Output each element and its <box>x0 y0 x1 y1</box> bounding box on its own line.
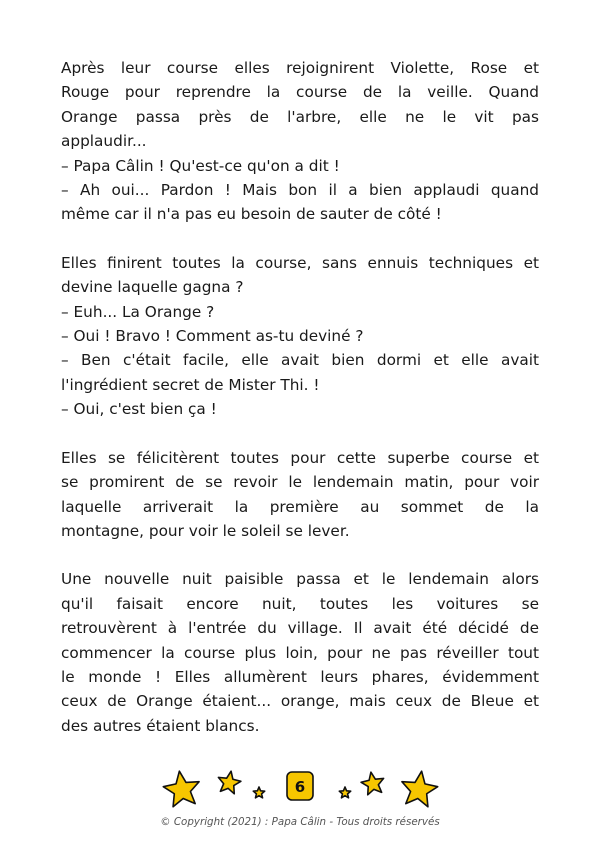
text-line: – Euh... La Orange ? <box>61 302 215 321</box>
text-line: qu'il faisait encore nuit, toutes les voitures se <box>61 594 539 613</box>
star-icon <box>339 787 350 798</box>
story-text <box>61 56 539 762</box>
paragraph <box>61 251 539 422</box>
star-icon <box>163 771 199 807</box>
text-line: – Oui ! Bravo ! Comment as-tu deviné ? <box>61 327 364 346</box>
star-icon <box>218 771 240 794</box>
text-line: Une nouvelle nuit paisible passa et le lendemain alors <box>61 570 539 589</box>
text-line: – Oui, c'est bien ça ! <box>61 400 217 419</box>
text-line: montagne, pour voir le soleil se lever. <box>61 521 350 540</box>
text-line: devine laquelle gagna ? <box>61 278 244 297</box>
text-line: des autres étaient blancs. <box>61 716 260 735</box>
text-line: applaudir... <box>61 132 147 151</box>
paragraph <box>61 567 539 738</box>
page-number: 6 <box>294 778 306 796</box>
text-line: le monde ! Elles allumèrent leurs phares, évidemment <box>61 667 539 686</box>
text-line: même car il n'a pas eu besoin de sauter de côté ! <box>61 205 442 224</box>
text-line: retrouvèrent à l'entrée du village. Il avait été décidé de <box>61 619 539 638</box>
paragraph <box>61 56 539 227</box>
text-line: laquelle arriverait la première au sommet de la <box>61 497 539 516</box>
text-line: se promirent de se revoir le lendemain matin, pour voir <box>61 473 539 492</box>
text-line: Rouge pour reprendre la course de la veille. Quand <box>61 83 539 102</box>
copyright-notice: © Copyright (2021) : Papa Câlin - Tous droits réservés <box>160 816 440 828</box>
text-line: l'ingrédient secret de Mister Thi. ! <box>61 375 320 394</box>
star-icon <box>253 787 264 798</box>
text-line: commencer la course plus loin, pour ne pas réveiller tout <box>61 643 539 662</box>
text-line: ceux de Orange étaient... orange, mais ceux de Bleue et <box>61 692 539 711</box>
paragraph <box>61 446 539 544</box>
text-line: Elles se félicitèrent toutes pour cette superbe course et <box>61 448 539 467</box>
star-icon <box>361 772 383 795</box>
text-line: Elles finirent toutes la course, sans ennuis techniques et <box>61 253 539 272</box>
text-line: – Ben c'était facile, elle avait bien dormi et elle avait <box>61 351 539 370</box>
star-icon <box>402 771 438 807</box>
text-line: – Ah oui... Pardon ! Mais bon il a bien applaudi quand <box>61 181 539 200</box>
star-decoration <box>0 764 600 814</box>
page-number-badge <box>287 772 313 800</box>
text-line: Après leur course elles rejoignirent Violette, Rose et <box>61 59 539 77</box>
text-line: – Papa Câlin ! Qu'est-ce qu'on a dit ! <box>61 156 340 175</box>
text-line: Orange passa près de l'arbre, elle ne le vit pas <box>61 107 539 126</box>
